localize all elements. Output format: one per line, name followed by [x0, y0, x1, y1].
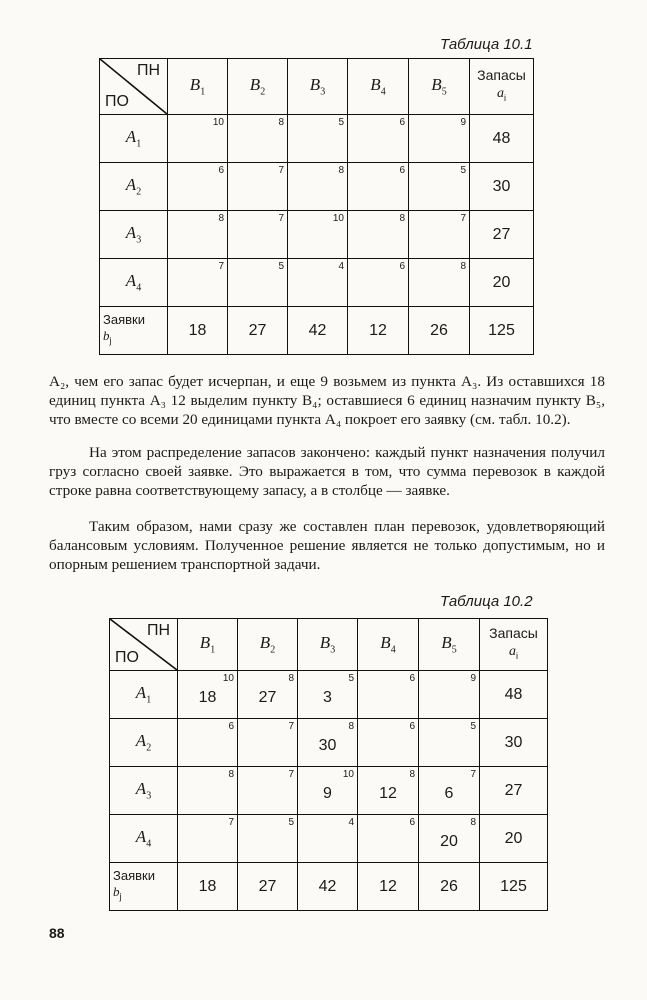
cost-value: 8 — [218, 213, 224, 224]
table-cell — [358, 719, 419, 767]
row-header — [110, 719, 178, 767]
column-header — [419, 619, 480, 671]
table-cell — [178, 671, 238, 719]
row-index: 2 — [146, 742, 152, 754]
column-letter: B — [370, 75, 381, 95]
paragraph-3 — [49, 517, 605, 574]
row-index: 4 — [136, 282, 142, 294]
column-letter: B — [431, 75, 442, 95]
row-index: 1 — [146, 694, 152, 706]
table1-caption: Таблица 10.1 — [440, 36, 533, 53]
table-cell — [288, 259, 348, 307]
stock-symbol: a — [509, 643, 516, 659]
table-10-1 — [99, 58, 534, 355]
stock-value: 48 — [470, 115, 534, 163]
table-row — [110, 671, 548, 719]
cost-value: 5 — [288, 817, 294, 828]
table-cell — [228, 163, 288, 211]
table-cell — [228, 115, 288, 163]
column-header — [178, 619, 238, 671]
allocation-value: 27 — [258, 689, 277, 706]
cost-value: 5 — [278, 261, 284, 272]
page-number: 88 — [49, 925, 65, 941]
allocation-value: 30 — [318, 737, 337, 754]
table-cell — [298, 767, 358, 815]
table-cell — [178, 767, 238, 815]
row-header — [100, 163, 168, 211]
cost-value: 8 — [228, 769, 234, 780]
demand-value: 26 — [409, 307, 470, 355]
row-index: 3 — [146, 790, 152, 802]
table-cell — [348, 163, 409, 211]
row-letter: A — [135, 827, 147, 847]
table-cell — [238, 719, 298, 767]
table-cell — [358, 671, 419, 719]
demand-total: 125 — [480, 863, 548, 911]
stock-index: i — [516, 650, 518, 661]
cost-value: 6 — [399, 261, 405, 272]
column-index: 2 — [270, 644, 276, 656]
corner-pn-label: ПН — [146, 622, 170, 639]
cost-value: 10 — [222, 673, 234, 684]
table2-caption: Таблица 10.2 — [440, 593, 533, 610]
cost-value: 8 — [278, 117, 284, 128]
demand-value: 12 — [358, 863, 419, 911]
stock-header — [480, 619, 548, 671]
demand-header — [110, 863, 178, 911]
cost-value: 6 — [399, 117, 405, 128]
column-header — [348, 59, 409, 115]
cost-value: 10 — [342, 769, 354, 780]
cost-value: 5 — [460, 165, 466, 176]
column-index: 5 — [441, 86, 447, 98]
cost-value: 7 — [288, 769, 294, 780]
table-cell — [168, 259, 228, 307]
demand-label: Заявки — [113, 868, 155, 884]
row-letter: A — [135, 683, 147, 703]
cost-value: 8 — [470, 817, 476, 828]
row-index: 4 — [146, 838, 152, 850]
cost-value: 7 — [228, 817, 234, 828]
cost-value: 7 — [218, 261, 224, 272]
cost-value: 6 — [399, 165, 405, 176]
column-header — [168, 59, 228, 115]
demand-symbol: b — [103, 328, 110, 344]
row-header — [110, 767, 178, 815]
table-cell — [288, 211, 348, 259]
cost-value: 6 — [218, 165, 224, 176]
demand-index: j — [119, 891, 122, 902]
table-cell — [419, 815, 480, 863]
table-cell — [409, 211, 470, 259]
table-10-2 — [109, 618, 548, 911]
column-letter: B — [259, 633, 271, 653]
table-cell — [168, 163, 228, 211]
demand-value: 42 — [288, 307, 348, 355]
table-cell — [419, 719, 480, 767]
row-letter: A — [125, 223, 137, 243]
cost-value: 7 — [288, 721, 294, 732]
row-letter: A — [135, 731, 147, 751]
demand-header — [100, 307, 168, 355]
cost-value: 7 — [278, 213, 284, 224]
demand-index: j — [109, 335, 112, 346]
row-header — [100, 115, 168, 163]
column-letter: B — [199, 633, 211, 653]
stock-value: 20 — [480, 815, 548, 863]
column-header — [358, 619, 419, 671]
corner-po-label: ПО — [105, 93, 129, 110]
allocation-value: 6 — [444, 785, 454, 802]
demand-value: 18 — [178, 863, 238, 911]
row-index: 2 — [136, 186, 142, 198]
column-index: 5 — [451, 644, 457, 656]
row-header — [100, 259, 168, 307]
table-cell — [238, 815, 298, 863]
paragraph-1 — [49, 372, 605, 429]
stock-label: Запасы — [489, 624, 538, 641]
table-row — [100, 259, 534, 307]
column-index: 3 — [330, 644, 336, 656]
column-index: 3 — [320, 86, 326, 98]
demand-value: 27 — [238, 863, 298, 911]
column-header — [228, 59, 288, 115]
table-cell — [298, 671, 358, 719]
table-cell — [238, 767, 298, 815]
cost-value: 8 — [348, 721, 354, 732]
stock-value: 27 — [470, 211, 534, 259]
cost-value: 8 — [399, 213, 405, 224]
cost-value: 8 — [409, 769, 415, 780]
column-letter: B — [319, 633, 331, 653]
column-index: 4 — [380, 86, 386, 98]
column-letter: B — [189, 75, 201, 95]
cost-value: 5 — [470, 721, 476, 732]
column-header — [238, 619, 298, 671]
table-cell — [228, 211, 288, 259]
cost-value: 5 — [338, 117, 344, 128]
table-cell — [358, 767, 419, 815]
cost-value: 8 — [288, 673, 294, 684]
stock-value: 30 — [470, 163, 534, 211]
table-cell — [168, 211, 228, 259]
table-row — [100, 211, 534, 259]
cost-value: 10 — [332, 213, 344, 224]
table-cell — [298, 719, 358, 767]
row-header — [100, 211, 168, 259]
table-cell — [348, 259, 409, 307]
cost-value: 7 — [278, 165, 284, 176]
stock-symbol: a — [497, 85, 504, 101]
paragraph-2-text: На этом распределение запасов закончено: каждый пункт назначения получил груз согласно своей заявке. Это выражается в том, что сумма перевозок в каждой строке равна соответствующему запасу, а в столбце — заявке. — [49, 444, 605, 499]
allocation-value: 18 — [198, 689, 217, 706]
table-cell — [348, 211, 409, 259]
row-letter: A — [135, 779, 147, 799]
table-cell — [409, 259, 470, 307]
table-cell — [348, 115, 409, 163]
demand-value: 42 — [298, 863, 358, 911]
allocation-value: 20 — [440, 833, 458, 850]
cost-value: 8 — [338, 165, 344, 176]
table-cell — [228, 259, 288, 307]
stock-label: Запасы — [477, 66, 526, 83]
table-cell — [168, 115, 228, 163]
stock-index: i — [504, 92, 506, 103]
demand-value: 18 — [168, 307, 228, 355]
cost-value: 6 — [228, 721, 234, 732]
corner-po-label: ПО — [115, 649, 139, 666]
row-letter: A — [125, 271, 137, 291]
table-cell — [178, 815, 238, 863]
cost-value: 7 — [460, 213, 466, 224]
column-index: 1 — [210, 644, 216, 656]
column-index: 2 — [260, 86, 266, 98]
column-letter: B — [380, 633, 391, 653]
stock-header — [470, 59, 534, 115]
corner-cell — [110, 619, 178, 671]
table-cell — [419, 767, 480, 815]
column-index: 1 — [200, 86, 206, 98]
column-letter: B — [441, 633, 452, 653]
column-letter: B — [309, 75, 321, 95]
cost-value: 9 — [470, 673, 476, 684]
demand-value: 26 — [419, 863, 480, 911]
demand-total: 125 — [470, 307, 534, 355]
table-row — [110, 719, 548, 767]
cost-value: 7 — [470, 769, 476, 780]
demand-value: 27 — [228, 307, 288, 355]
table-row — [110, 767, 548, 815]
table-row — [100, 163, 534, 211]
demand-value: 12 — [348, 307, 409, 355]
row-index: 3 — [136, 234, 142, 246]
cost-value: 8 — [460, 261, 466, 272]
demand-symbol: b — [113, 884, 120, 900]
paragraph-3-text: Таким образом, нами сразу же составлен план перевозок, удовлетворяющий балансовым условиям. Полученное решение является не только допустимым, но и опорным решением транспортной задачи. — [49, 518, 605, 573]
row-header — [110, 815, 178, 863]
allocation-value: 3 — [323, 689, 332, 706]
table-cell — [409, 163, 470, 211]
column-header — [409, 59, 470, 115]
column-letter: B — [249, 75, 261, 95]
paragraph-1-text: A₂, чем его запас будет исчерпан, и еще 9 возьмем из пункта A₃. Из оставшихся 18 единиц пункта A₃ 12 выделим пункту B₄; оставшиеся 6 единиц назначим пункту B₅, что вместе со всеми 20 единицами пункта A₄ покроет его заявку (см. табл. 10.2). — [49, 373, 605, 428]
table-cell — [409, 115, 470, 163]
table-cell — [298, 815, 358, 863]
row-header — [110, 671, 178, 719]
stock-value: 20 — [470, 259, 534, 307]
column-header — [288, 59, 348, 115]
table-cell — [358, 815, 419, 863]
demand-label: Заявки — [103, 312, 145, 328]
cost-value: 9 — [460, 117, 466, 128]
table-row — [100, 115, 534, 163]
table-cell — [419, 671, 480, 719]
cost-value: 5 — [348, 673, 354, 684]
table-cell — [238, 671, 298, 719]
table-cell — [288, 115, 348, 163]
cost-value: 10 — [212, 117, 224, 128]
paragraph-2 — [49, 443, 605, 500]
row-letter: A — [125, 127, 137, 147]
corner-pn-label: ПН — [136, 62, 160, 79]
cost-value: 6 — [409, 673, 415, 684]
corner-cell — [100, 59, 168, 115]
row-index: 1 — [136, 138, 142, 150]
cost-value: 4 — [338, 261, 344, 272]
row-letter: A — [125, 175, 137, 195]
cost-value: 6 — [409, 721, 415, 732]
cost-value: 4 — [348, 817, 354, 828]
table-row — [110, 815, 548, 863]
column-index: 4 — [390, 644, 396, 656]
stock-value: 48 — [480, 671, 548, 719]
table-cell — [178, 719, 238, 767]
cost-value: 6 — [409, 817, 415, 828]
stock-value: 30 — [480, 719, 548, 767]
stock-value: 27 — [480, 767, 548, 815]
allocation-value: 12 — [379, 785, 397, 802]
column-header — [298, 619, 358, 671]
table-cell — [288, 163, 348, 211]
allocation-value: 9 — [323, 785, 332, 802]
